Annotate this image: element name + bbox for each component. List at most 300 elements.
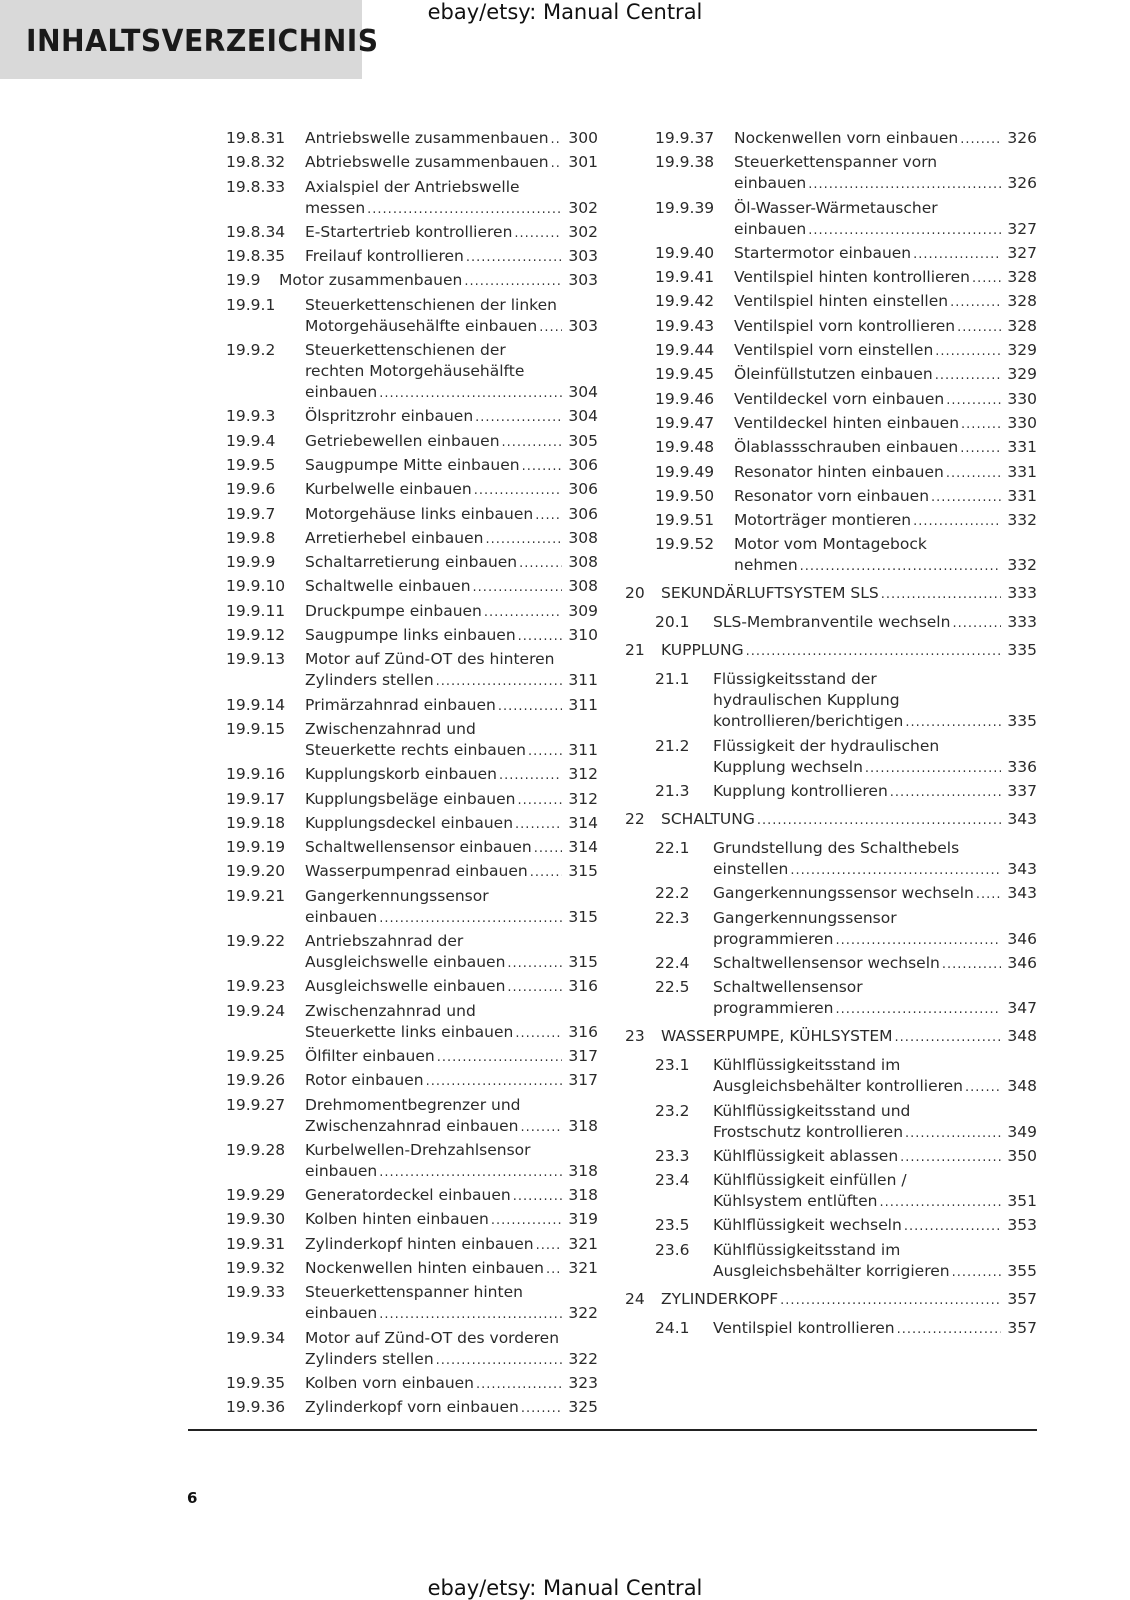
toc-entry-page: 312: [568, 789, 598, 808]
toc-entry: [226, 1070, 598, 1092]
dot-leader: [965, 1077, 1001, 1098]
dot-leader: [952, 1262, 1001, 1283]
toc-entry-title: Öl-Wasser-Wärmetauscher: [734, 198, 938, 217]
toc-entry-title: Antriebswelle zusammenbauen: [305, 129, 549, 147]
toc-entry-number: 19.9.39: [655, 198, 715, 217]
toc-entry-page: 308: [568, 577, 598, 596]
toc-entry: [625, 267, 1037, 289]
toc-entry-number: 19.9.2: [226, 341, 276, 360]
toc-entry: [625, 437, 1037, 459]
toc-entry-page: 306: [568, 455, 598, 474]
dot-leader: [518, 626, 562, 647]
toc-entry-page: 314: [568, 813, 598, 832]
toc-entry-title: Kolben vorn einbauen: [305, 1373, 475, 1392]
toc-entry-page: 300: [568, 129, 598, 147]
toc-entry-title: Kupplung wechseln: [713, 757, 863, 776]
toc-entry: [625, 1240, 1037, 1283]
dot-leader: [498, 696, 562, 717]
toc-entry-title: Kurbelwelle einbauen: [305, 480, 472, 499]
toc-entry-number: 19.9.5: [226, 455, 276, 474]
toc-entry-number: 19.8.31: [226, 129, 286, 147]
toc-entry-page: 317: [568, 1046, 598, 1065]
toc-entry: [226, 601, 598, 623]
toc-entry: [226, 931, 598, 974]
toc-entry-page: 347: [1007, 999, 1037, 1018]
toc-entry-title: E-Startertrieb kontrollieren: [305, 222, 513, 241]
toc-entry-page: 311: [568, 695, 598, 714]
toc-entry-title: Ausgleichswelle einbauen: [305, 953, 506, 972]
toc-entry-number: 19.9.10: [226, 577, 286, 596]
toc-entry-title: programmieren: [713, 999, 834, 1018]
toc-entry-number: 19.9.7: [226, 504, 276, 523]
dot-leader: [935, 365, 1001, 386]
toc-entry: [226, 764, 598, 786]
toc-entry-page: 308: [568, 528, 598, 547]
toc-entry-title: Axialspiel der Antriebswelle: [305, 177, 520, 196]
toc-entry: [226, 1095, 598, 1138]
toc-entry-title: Schaltwelle einbauen: [305, 577, 471, 596]
footer-rule: [188, 1429, 1037, 1431]
dot-leader: [474, 480, 562, 501]
toc-entry-number: 20.1: [655, 613, 690, 632]
toc-entry-title: einbauen: [305, 907, 378, 926]
toc-entry-title: Wasserpumpenrad einbauen: [305, 862, 528, 881]
toc-entry-page: 321: [568, 1234, 598, 1253]
toc-entry-number: 21.3: [655, 782, 690, 801]
toc-entry: [226, 340, 598, 404]
toc-entry-page: 333: [1007, 613, 1037, 632]
toc-entry-number: 19.8.32: [226, 153, 286, 172]
toc-entry: [226, 1258, 598, 1280]
toc-entry-page: 302: [568, 198, 598, 217]
dot-leader: [535, 505, 562, 526]
dot-leader: [960, 129, 1001, 150]
toc-entry-title: Zylinderkopf vorn einbauen: [305, 1398, 519, 1417]
toc-entry-number: 19.9.15: [226, 719, 286, 738]
toc-entry-page: 316: [568, 977, 598, 996]
toc-entry: [625, 534, 1037, 577]
dot-leader: [881, 584, 1001, 605]
toc-entry: [625, 198, 1037, 241]
toc-entry-number: 19.9.43: [655, 316, 715, 335]
dot-leader: [475, 407, 562, 428]
toc-entry-title: nehmen: [734, 556, 798, 575]
toc-entry-title: Kühlflüssigkeit ablassen: [713, 1146, 899, 1165]
dot-leader: [522, 456, 562, 477]
dot-leader: [437, 1047, 562, 1068]
dot-leader: [426, 1071, 562, 1092]
dot-leader: [528, 741, 562, 762]
toc-entry-title: Arretierhebel einbauen: [305, 528, 484, 547]
toc-entry-number: 24: [625, 1289, 645, 1308]
toc-entry-title: SLS-Membranventile wechseln: [713, 613, 951, 632]
toc-entry-title: Motorgehäusehälfte einbauen: [305, 316, 538, 335]
toc-entry: [226, 222, 598, 244]
toc-entry-number: 21.2: [655, 736, 690, 755]
toc-entry-title: Rotor einbauen: [305, 1071, 424, 1090]
toc-entry-number: 19.9.20: [226, 862, 286, 881]
toc-entry: [625, 1026, 1037, 1048]
toc-entry-page: 357: [1007, 1318, 1037, 1337]
toc-entry-number: 19.9.32: [226, 1258, 286, 1277]
toc-entry: [625, 1146, 1037, 1168]
toc-entry-number: 19.9.21: [226, 886, 286, 905]
toc-entry-page: 306: [568, 480, 598, 499]
toc-entry-title: Kühlflüssigkeitsstand im: [713, 1056, 901, 1075]
toc-entry-page: 315: [568, 953, 598, 972]
toc-entry-page: 328: [1007, 268, 1037, 287]
toc-entry: [226, 861, 598, 883]
toc-entry-page: 343: [1007, 860, 1037, 879]
toc-entry-title: Ölablassschrauben einbauen: [734, 438, 959, 457]
toc-entry: [625, 1289, 1037, 1311]
toc-entry-page: 331: [1007, 438, 1037, 457]
dot-leader: [521, 1117, 563, 1138]
toc-entry-title: Öleinfüllstutzen einbauen: [734, 365, 933, 384]
toc-entry-number: 19.9.11: [226, 601, 286, 620]
toc-entry-number: 22.3: [655, 908, 690, 927]
toc-entry-page: 346: [1007, 929, 1037, 948]
toc-entry-number: 19.9.31: [226, 1234, 286, 1253]
toc-entry: [226, 695, 598, 717]
toc-entry-page: 355: [1007, 1261, 1037, 1280]
dot-leader: [536, 1235, 562, 1256]
dot-leader: [499, 765, 562, 786]
toc-entry: [625, 883, 1037, 905]
toc-entry-number: 19.9.26: [226, 1071, 286, 1090]
toc-entry-title: Abtriebswelle zusammenbauen: [305, 153, 549, 172]
toc-entry-number: 22.5: [655, 978, 690, 997]
toc-entry-number: 23.6: [655, 1240, 690, 1259]
toc-entry-number: 19.9.6: [226, 480, 276, 499]
toc-entry: [625, 291, 1037, 313]
toc-entry-page: 319: [568, 1210, 598, 1229]
toc-entry-title: SCHALTUNG: [661, 810, 755, 829]
toc-entry-page: 326: [1007, 174, 1037, 193]
toc-entry-page: 335: [1007, 641, 1037, 660]
dot-leader: [491, 1210, 562, 1231]
toc-entry-number: 19.9.51: [655, 511, 715, 530]
toc-entry-title: Zwischenzahnrad und: [305, 1001, 476, 1020]
toc-entry-title: Ventilspiel hinten einstellen: [734, 292, 949, 311]
toc-entry-number: 19.9.33: [226, 1283, 286, 1302]
toc-entry-page: 328: [1007, 316, 1037, 335]
dot-leader: [513, 1186, 562, 1207]
toc-entry-title: hydraulischen Kupplung: [713, 691, 900, 710]
toc-entry-title: Steuerkettenschienen der: [305, 341, 506, 360]
toc-entry-title: Zylinders stellen: [305, 671, 434, 690]
toc-entry-page: 323: [568, 1373, 598, 1392]
toc-entry: [625, 908, 1037, 951]
toc-entry-page: 308: [568, 553, 598, 572]
toc-entry-number: 23.2: [655, 1101, 690, 1120]
toc-entry-page: 348: [1007, 1077, 1037, 1096]
toc-entry-title: Steuerkettenspanner hinten: [305, 1283, 523, 1302]
toc-entry-number: 23.5: [655, 1216, 690, 1235]
toc-entry: [226, 177, 598, 220]
toc-entry: [625, 583, 1037, 605]
toc-entry-title: Drehmomentbegrenzer und: [305, 1095, 521, 1114]
toc-entry-number: 19.9.47: [655, 413, 715, 432]
toc-entry-number: 19.8.35: [226, 247, 286, 266]
toc-entry-number: 19.9.44: [655, 341, 715, 360]
toc-entry-number: 19.9.25: [226, 1046, 286, 1065]
toc-entry: [226, 479, 598, 501]
toc-entry-number: 23.4: [655, 1171, 690, 1190]
toc-entry-title: Ventildeckel hinten einbauen: [734, 413, 960, 432]
toc-entry-title: rechten Motorgehäusehälfte: [305, 362, 525, 381]
toc-entry-title: Kühlflüssigkeitsstand und: [713, 1101, 911, 1120]
dot-leader: [880, 1192, 1002, 1213]
toc-entry-page: 316: [568, 1022, 598, 1041]
toc-entry-page: 303: [568, 316, 598, 335]
dot-leader: [436, 671, 562, 692]
toc-entry: [625, 977, 1037, 1020]
toc-entry-page: 337: [1007, 782, 1037, 801]
toc-entry: [226, 837, 598, 859]
toc-entry-title: Kupplung kontrollieren: [713, 782, 888, 801]
dot-leader: [367, 199, 562, 220]
toc-entry-title: Primärzahnrad einbauen: [305, 695, 496, 714]
toc-entry-page: 322: [568, 1349, 598, 1368]
toc-entry: [226, 576, 598, 598]
toc-entry: [625, 1318, 1037, 1340]
toc-entry-number: 19.8.34: [226, 222, 286, 241]
seller-watermark-bottom: ebay/etsy: Manual Central: [427, 1576, 703, 1600]
toc-entry-number: 23.3: [655, 1146, 690, 1165]
dot-leader: [517, 790, 562, 811]
dot-leader: [534, 838, 562, 859]
toc-entry-number: 19.9.17: [226, 789, 286, 808]
toc-entry-title: Motorträger montieren: [734, 511, 912, 530]
toc-entry-page: 314: [568, 838, 598, 857]
toc-entry-title: SEKUNDÄRLUFTSYSTEM SLS: [661, 584, 879, 603]
toc-column-right: [625, 128, 1037, 1342]
toc-entry-title: Generatordeckel einbauen: [305, 1186, 511, 1205]
dot-leader: [757, 810, 1001, 831]
toc-entry-title: Ölfilter einbauen: [305, 1046, 435, 1065]
toc-entry-title: WASSERPUMPE, KÜHLSYSTEM: [661, 1027, 893, 1046]
toc-entry-page: 349: [1007, 1122, 1037, 1141]
toc-entry: [226, 152, 598, 174]
toc-entry-title: Ventilspiel hinten kontrollieren: [734, 268, 970, 287]
toc-entry: [226, 649, 598, 692]
toc-entry-page: 305: [568, 431, 598, 450]
toc-entry-title: Freilauf kontrollieren: [305, 247, 464, 266]
toc-entry-title: Frostschutz kontrollieren: [713, 1122, 904, 1141]
dot-leader: [946, 390, 1001, 411]
toc-entry: [226, 455, 598, 477]
toc-entry-number: 19.9.1: [226, 295, 276, 314]
toc-entry: [226, 1397, 598, 1419]
toc-entry-title: Getriebewellen einbauen: [305, 431, 500, 450]
toc-entry: [625, 364, 1037, 386]
toc-entry-title: Zwischenzahnrad und: [305, 719, 476, 738]
toc-entry-page: 343: [1007, 884, 1037, 903]
toc-entry: [625, 953, 1037, 975]
dot-leader: [436, 1350, 562, 1371]
dot-leader: [514, 223, 562, 244]
toc-entry-title: Kühlflüssigkeit wechseln: [713, 1216, 902, 1235]
toc-entry-page: 311: [568, 671, 598, 690]
toc-entry-number: 22.1: [655, 839, 690, 858]
dot-leader: [502, 432, 562, 453]
dot-leader: [473, 577, 562, 598]
toc-entry-page: 348: [1007, 1027, 1037, 1046]
dot-leader: [905, 1123, 1001, 1144]
toc-entry: [226, 719, 598, 762]
toc-entry-title: Ausgleichsbehälter korrigieren: [713, 1261, 950, 1280]
toc-entry: [226, 246, 598, 268]
toc-entry: [226, 1046, 598, 1068]
toc-entry-page: 327: [1007, 243, 1037, 262]
toc-entry-number: 23: [625, 1027, 645, 1046]
toc-entry-title: einbauen: [305, 383, 378, 402]
toc-entry: [625, 510, 1037, 532]
toc-entry-title: Druckpumpe einbauen: [305, 601, 482, 620]
dot-leader: [950, 292, 1001, 313]
toc-entry-title: ZYLINDERKOPF: [661, 1289, 779, 1308]
toc-entry-page: 328: [1007, 292, 1037, 311]
toc-entry-title: Kühlsystem entlüften: [713, 1192, 878, 1211]
toc-entry-number: 21: [625, 641, 645, 660]
toc-entry-title: Zylinderkopf hinten einbauen: [305, 1234, 534, 1253]
toc-entry-number: 19.9.13: [226, 650, 286, 669]
toc-column-left: [226, 128, 598, 1421]
toc-entry: [625, 128, 1037, 150]
toc-entry-page: 318: [568, 1186, 598, 1205]
dot-leader: [972, 268, 1001, 289]
toc-entry-number: 19.9.19: [226, 838, 286, 857]
toc-entry-number: 19.9.3: [226, 407, 276, 426]
toc-entry-page: 309: [568, 601, 598, 620]
toc-entry-page: 331: [1007, 462, 1037, 481]
dot-leader: [935, 341, 1001, 362]
toc-entry: [226, 406, 598, 428]
toc-entry: [226, 1185, 598, 1207]
toc-entry-page: 310: [568, 626, 598, 645]
toc-entry-title: Steuerkette rechts einbauen: [305, 740, 526, 759]
toc-entry-title: Ventilspiel kontrollieren: [713, 1318, 895, 1337]
dot-leader: [913, 244, 1001, 265]
toc-entry-title: messen: [305, 198, 366, 217]
toc-entry-title: Schaltarretierung einbauen: [305, 553, 518, 572]
toc-entry: [625, 838, 1037, 881]
toc-entry: [625, 413, 1037, 435]
dot-leader: [485, 529, 562, 550]
section-title: INHALTSVERZEICHNIS: [26, 24, 379, 59]
toc-entry-title: Resonator hinten einbauen: [734, 462, 944, 481]
toc-entry-title: Motor zusammenbauen: [279, 271, 463, 290]
dot-leader: [379, 383, 562, 404]
toc-entry-title: Ventildeckel vorn einbauen: [734, 389, 945, 408]
dot-leader: [746, 641, 1001, 662]
toc-entry-page: 332: [1007, 556, 1037, 575]
toc-entry-page: 303: [568, 247, 598, 266]
dot-leader: [946, 463, 1001, 484]
toc-entry-title: einstellen: [713, 860, 789, 879]
dot-leader: [521, 1398, 562, 1419]
dot-leader: [515, 1023, 562, 1044]
toc-entry-page: 336: [1007, 757, 1037, 776]
toc-entry-number: 19.9.27: [226, 1095, 286, 1114]
page-number: 6: [187, 1489, 198, 1507]
toc-entry-number: 21.1: [655, 670, 690, 689]
toc-entry: [226, 504, 598, 526]
toc-entry: [625, 640, 1037, 662]
dot-leader: [890, 782, 1001, 803]
toc-entry-number: 22: [625, 810, 645, 829]
toc-entry-title: Kühlflüssigkeitsstand im: [713, 1240, 901, 1259]
toc-entry-number: 19.9.41: [655, 268, 715, 287]
toc-entry-title: Motorgehäuse links einbauen: [305, 504, 534, 523]
toc-entry: [226, 625, 598, 647]
toc-entry-number: 19.9.30: [226, 1210, 286, 1229]
toc-entry-title: Kupplungsbeläge einbauen: [305, 789, 516, 808]
toc-entry-number: 19.9.12: [226, 626, 286, 645]
toc-entry: [226, 1234, 598, 1256]
toc-entry: [226, 813, 598, 835]
toc-entry-title: Kühlflüssigkeit einfüllen /: [713, 1171, 907, 1190]
toc-entry-page: 322: [568, 1304, 598, 1323]
toc-entry-page: 318: [568, 1161, 598, 1180]
toc-entry-title: Ausgleichsbehälter kontrollieren: [713, 1077, 963, 1096]
toc-entry-title: Zwischenzahnrad einbauen: [305, 1116, 519, 1135]
toc-entry: [625, 809, 1037, 831]
toc-entry-number: 19.9.9: [226, 553, 276, 572]
dot-leader: [905, 712, 1001, 733]
toc-entry-title: Motor auf Zünd-OT des hinteren: [305, 650, 555, 669]
toc-entry-page: 351: [1007, 1192, 1037, 1211]
toc-entry: [625, 1101, 1037, 1144]
toc-entry-number: 19.9.16: [226, 765, 286, 784]
toc-entry: [625, 340, 1037, 362]
toc-entry-page: 315: [568, 907, 598, 926]
dot-leader: [530, 862, 562, 883]
dot-leader: [379, 1162, 562, 1183]
dot-leader: [957, 317, 1001, 338]
dot-leader: [895, 1027, 1001, 1048]
toc-entry-number: 24.1: [655, 1318, 690, 1337]
toc-entry-page: 306: [568, 504, 598, 523]
toc-entry-title: Schaltwellensensor wechseln: [713, 953, 940, 972]
toc-entry-page: 333: [1007, 584, 1037, 603]
toc-entry-page: 330: [1007, 413, 1037, 432]
toc-entry-title: Kolben hinten einbauen: [305, 1210, 489, 1229]
toc-entry-title: kontrollieren/berichtigen: [713, 712, 904, 731]
dot-leader: [790, 860, 1001, 881]
dot-leader: [952, 613, 1001, 634]
toc-entry-title: Schaltwellensensor: [713, 978, 863, 997]
toc-entry-page: 357: [1007, 1289, 1037, 1308]
toc-entry-title: Ventilspiel vorn kontrollieren: [734, 316, 956, 335]
toc-entry-page: 353: [1007, 1216, 1037, 1235]
toc-entry: [625, 486, 1037, 508]
toc-entry-number: 19.9.37: [655, 129, 715, 147]
toc-entry: [226, 528, 598, 550]
dot-leader: [904, 1216, 1001, 1237]
dot-leader: [913, 511, 1001, 532]
dot-leader: [900, 1147, 1001, 1168]
toc-entry-title: Gangerkennungssensor: [713, 908, 897, 927]
toc-entry-number: 19.9.48: [655, 438, 715, 457]
toc-entry-page: 304: [568, 383, 598, 402]
toc-entry-number: 19.8.33: [226, 177, 286, 196]
toc-entry: [625, 316, 1037, 338]
toc-entry-number: 19.9.45: [655, 365, 715, 384]
toc-entry-number: 19.9.29: [226, 1186, 286, 1205]
toc-entry-page: 301: [568, 153, 598, 172]
